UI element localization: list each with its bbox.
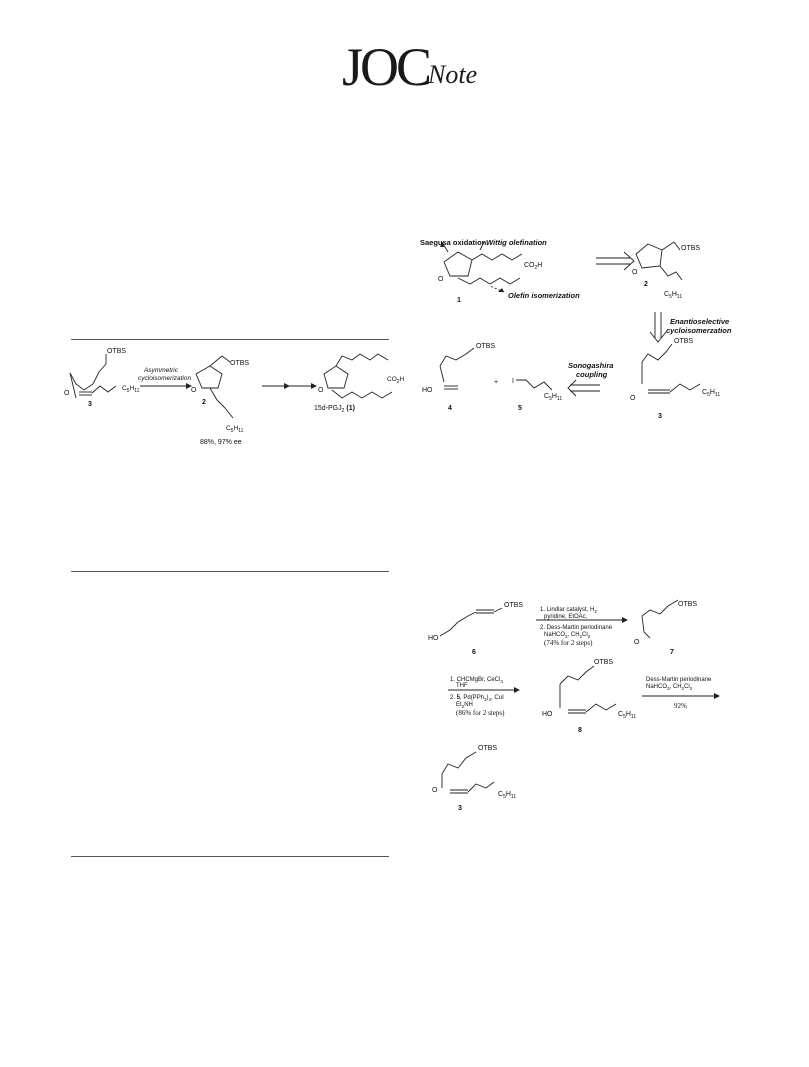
- synthesis-scheme: [428, 592, 773, 812]
- syn-ho-8: HO: [542, 711, 553, 718]
- retro-c5h11-2: $C_5H_{11}$: [664, 291, 683, 300]
- retro-enantio-2: cycloisomerzation: [666, 326, 732, 335]
- abs-otbs-1: OTBS: [107, 348, 127, 355]
- retro-wittig: Wittig olefination: [486, 238, 547, 247]
- syn-cmpd-3: 3: [458, 805, 462, 812]
- syn-c5h11-8: $C_5H_{11}$: [618, 711, 637, 720]
- retro-otbs-3: OTBS: [674, 338, 694, 345]
- journal-logo: [342, 37, 482, 102]
- syn-c5h11-3: $C_5H_{11}$: [498, 791, 517, 800]
- retro-otbs-4: OTBS: [476, 343, 496, 350]
- syn-otbs-6: OTBS: [504, 602, 524, 609]
- syn-step3-yield: 92%: [674, 702, 687, 710]
- abs-c5h11-1: $C_5H_{11}$: [122, 385, 140, 394]
- syn-o-7: O: [634, 639, 640, 646]
- syn-step2-line1: 1. CHCMgBr, CeCl$_3$: [450, 677, 503, 684]
- retro-sonogashira-2: coupling: [576, 370, 608, 379]
- abs-ketone-o-3: O: [318, 387, 324, 394]
- syn-step2-line4: $Et_2NH$: [456, 702, 473, 709]
- retro-cmpd-5: 5: [518, 405, 522, 412]
- abs-yield: 88%, 97% ee: [200, 439, 242, 446]
- syn-cmpd-6: 6: [472, 649, 476, 656]
- logo-main: JOC: [342, 37, 430, 97]
- retro-c5h11-3: $C_5H_{11}$: [702, 389, 721, 398]
- retro-cmpd-3: 3: [658, 413, 662, 420]
- retro-o-2: O: [632, 269, 638, 276]
- retro-co2h: $CO_2H$: [524, 262, 543, 271]
- syn-step2-yield: (86% for 2 steps): [456, 709, 505, 717]
- retro-cmpd-2: 2: [644, 281, 648, 288]
- abs-cmpd-2: 2: [202, 399, 206, 406]
- abs-cmpd-3: 3: [88, 401, 92, 408]
- abs-otbs-2: OTBS: [230, 360, 250, 367]
- syn-ho-6: HO: [428, 635, 439, 642]
- logo-sub: Note: [428, 60, 478, 89]
- abstract-scheme: [62, 346, 405, 454]
- syn-step3-line1: Dess-Martin periodinane: [646, 677, 712, 683]
- retro-o-1: O: [438, 276, 444, 283]
- rule-top: [71, 339, 389, 340]
- retro-o-3: O: [630, 395, 636, 402]
- abs-c5h11-2: $C_5H_{11}$: [226, 425, 244, 434]
- syn-step1-line4: NaHCO$_3$, $CH_2Cl_2$: [544, 632, 591, 639]
- syn-otbs-3: OTBS: [478, 745, 498, 752]
- syn-o-3: O: [432, 787, 438, 794]
- retrosynthesis-scheme: [418, 230, 768, 420]
- retro-iodo: I: [512, 378, 514, 385]
- abs-arrow-text-2: cycloisomerization: [138, 375, 192, 382]
- retro-saegusa: Saegusa oxidation: [420, 238, 487, 247]
- syn-step2-line2: THF: [456, 683, 468, 689]
- abs-ketone-o-1: O: [64, 390, 70, 397]
- abs-cmpd-1: $15d-PGJ_2$ (1): [314, 405, 355, 414]
- retro-cmpd-4: 4: [448, 405, 452, 412]
- retro-cmpd-1: 1: [457, 297, 461, 304]
- syn-step1-line1: 1. Lindlar catalyst, $H_2$: [540, 607, 597, 614]
- retro-otbs-2: OTBS: [681, 245, 701, 252]
- retro-enantio-1: Enantioselective: [670, 317, 730, 326]
- retro-plus: +: [494, 379, 499, 386]
- rule-middle: [71, 571, 389, 572]
- abs-ketone-o-2: O: [191, 387, 197, 394]
- abs-co2h: $CO_2H$: [387, 376, 405, 385]
- syn-step1-line2: pyridine, EtOAc,: [544, 614, 588, 620]
- rule-bottom: [71, 856, 389, 857]
- abs-arrow-text-1: Asymmetric: [144, 367, 178, 374]
- syn-step3-line2: NaHCO$_3$, $CH_2Cl_2$: [646, 684, 693, 691]
- syn-step1-line3: 2. Dess-Martin periodinane: [540, 625, 613, 631]
- retro-c5h11-5: $C_5H_{11}$: [544, 393, 563, 402]
- syn-otbs-7: OTBS: [678, 601, 698, 608]
- retro-olefin-iso: Olefin isomerization: [508, 291, 580, 300]
- retro-sonogashira-1: Sonogashira: [568, 361, 614, 370]
- syn-step1-yield: (74% for 2 steps): [544, 639, 593, 647]
- syn-step2-line3: 2. 5, $Pd(PPh_3)_4$, CuI: [450, 695, 504, 702]
- syn-otbs-8: OTBS: [594, 659, 614, 666]
- syn-cmpd-7: 7: [670, 649, 674, 656]
- retro-ho-4: HO: [422, 387, 433, 394]
- syn-cmpd-8: 8: [578, 727, 582, 734]
